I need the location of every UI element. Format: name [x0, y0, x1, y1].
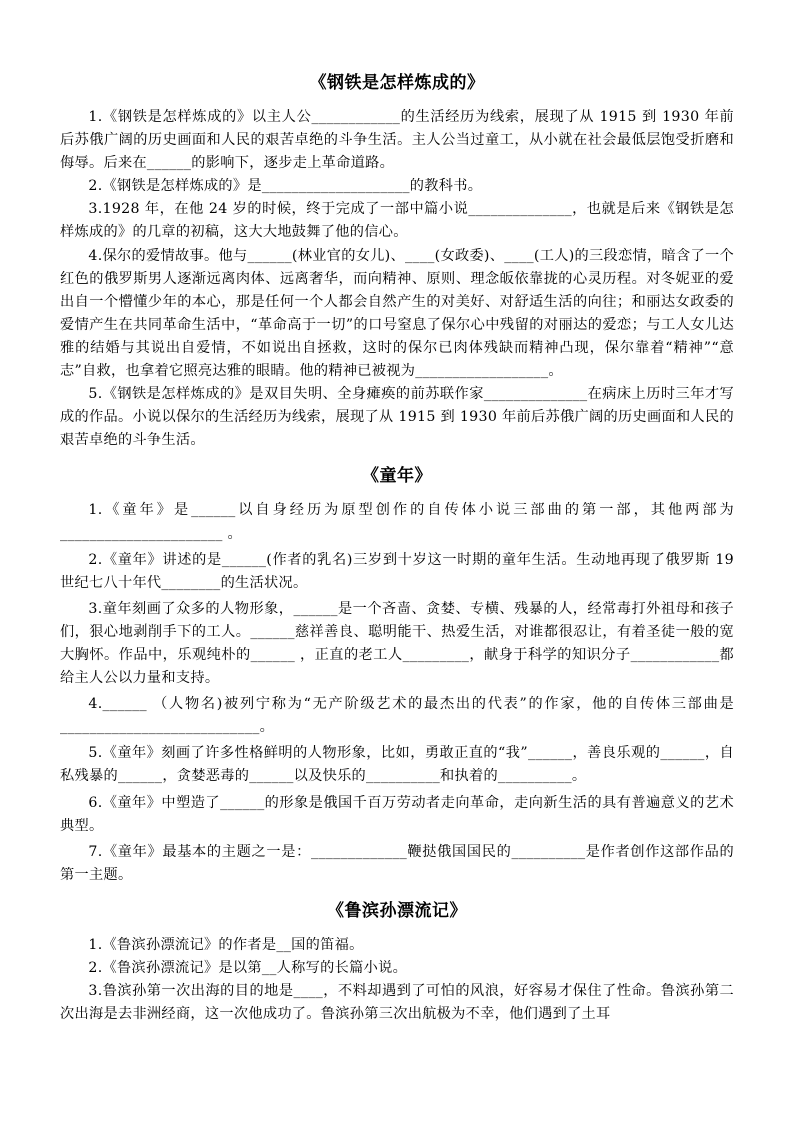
question-childhood-1: 1.《童年》是______以自身经历为原型创作的自传体小说三部曲的第一部，其他两部为______________________ 。: [60, 502, 734, 542]
question-childhood-3: 3.童年刻画了众多的人物形象，______是一个吝啬、贪婪、专横、残暴的人，经常毒打外祖母和孩子们，狠心地剥削手下的工人。______慈祥善良、聪明能干、热爱生活，对谁都很忍让，有着圣徒一般的宽大胸怀。作品中，乐观纯朴的______ ，正直的老工人_________，献身于科学的知识分子____________都给主人公以力量和支持。: [60, 600, 734, 687]
question-steel-4: 4.保尔的爱情故事。他与______(林业官的女儿)、____(女政委)、____(工人)的三段恋情，暗含了一个红色的俄罗斯男人逐渐远离肉体、远离奢华，而向精神、原则、理念皈依靠拢的心灵历程。对冬妮亚的爱出自一个懵懂少年的本心，那是任何一个人都会自然产生的对美好、对舒适生活的向往；和丽达女政委的爱情产生在共同革命生活中，“革命高于一切”的口号窒息了保尔心中残留的对丽达的爱恋；与工人女儿达雅的结婚与其说出自爱情，不如说出自拯救，这时的保尔已肉体残缺而精神凸现，保尔靠着“精神”“意志”自救，也拿着它照亮达雅的眼睛。他的精神已被视为__________________。: [60, 247, 734, 380]
question-robinson-3: 3.鲁滨孙第一次出海的目的地是____，不料却遇到了可怕的风浪，好容易才保住了性命。鲁滨孙第二次出海是去非洲经商，这一次他成功了。鲁滨孙第三次出航极为不幸，他们遇到了土耳: [60, 983, 734, 1023]
question-steel-1: 1.《钢铁是怎样炼成的》以主人公____________的生活经历为线索，展现了从 1915 到 1930 年前后苏俄广阔的历史画面和人民的艰苦卓绝的斗争生活。主人公当过童工，从小就在社会最低层饱受折磨和侮辱。后来在______的影响下，逐步走上革命道路。: [60, 109, 734, 172]
section-title-childhood: 《童年》: [362, 466, 432, 487]
question-childhood-4: 4.______ （人物名)被列宁称为“无产阶级艺术的最杰出的代表”的作家，他的自传体三部曲是___________________________。: [60, 696, 734, 736]
question-steel-3: 3.1928 年，在他 24 岁的时候，终于完成了一部中篇小说______________，也就是后来《钢铁是怎样炼成的》的几章的初稿，这大大地鼓舞了他的信心。: [60, 201, 734, 241]
question-childhood-6: 6.《童年》中塑造了______的形象是俄国千百万劳动者走向革命，走向新生活的具有普遍意义的艺术典型。: [60, 794, 734, 834]
document-page: [60, 62, 734, 1026]
question-childhood-5: 5.《童年》刻画了许多性格鲜明的人物形象，比如，勇敢正直的“我”______，善良乐观的______，自私残暴的______，贪婪恶毒的______以及快乐的__________和执着的__________。: [60, 745, 734, 785]
section-title-robinson: 《鲁滨孙漂流记》: [327, 900, 467, 921]
section-title-steel: 《钢铁是怎样炼成的》: [309, 73, 485, 93]
question-childhood-2: 2.《童年》讲述的是______(作者的乳名)三岁到十岁这一时期的童年生活。生动地再现了俄罗斯 19 世纪七八十年代________的生活状况。: [60, 551, 734, 591]
question-steel-2: 2.《钢铁是怎样炼成的》是____________________的教科书。: [88, 178, 483, 195]
question-robinson-1: 1.《鲁滨孙漂流记》的作者是__国的笛福。: [88, 936, 364, 953]
question-childhood-7: 7.《童年》最基本的主题之一是：_____________鞭挞俄国国民的__________是作者创作这部作品的第一主题。: [60, 843, 734, 883]
question-steel-5: 5.《钢铁是怎样炼成的》是双目失明、全身瘫痪的前苏联作家______________在病床上历时三年才写成的作品。小说以保尔的生活经历为线索，展现了从 1915 到 1930 年前后苏俄广阔的历史画面和人民的艰苦卓绝的斗争生活。: [60, 386, 734, 449]
question-robinson-2: 2.《鲁滨孙漂流记》是以第__人称写的长篇小说。: [88, 960, 408, 976]
